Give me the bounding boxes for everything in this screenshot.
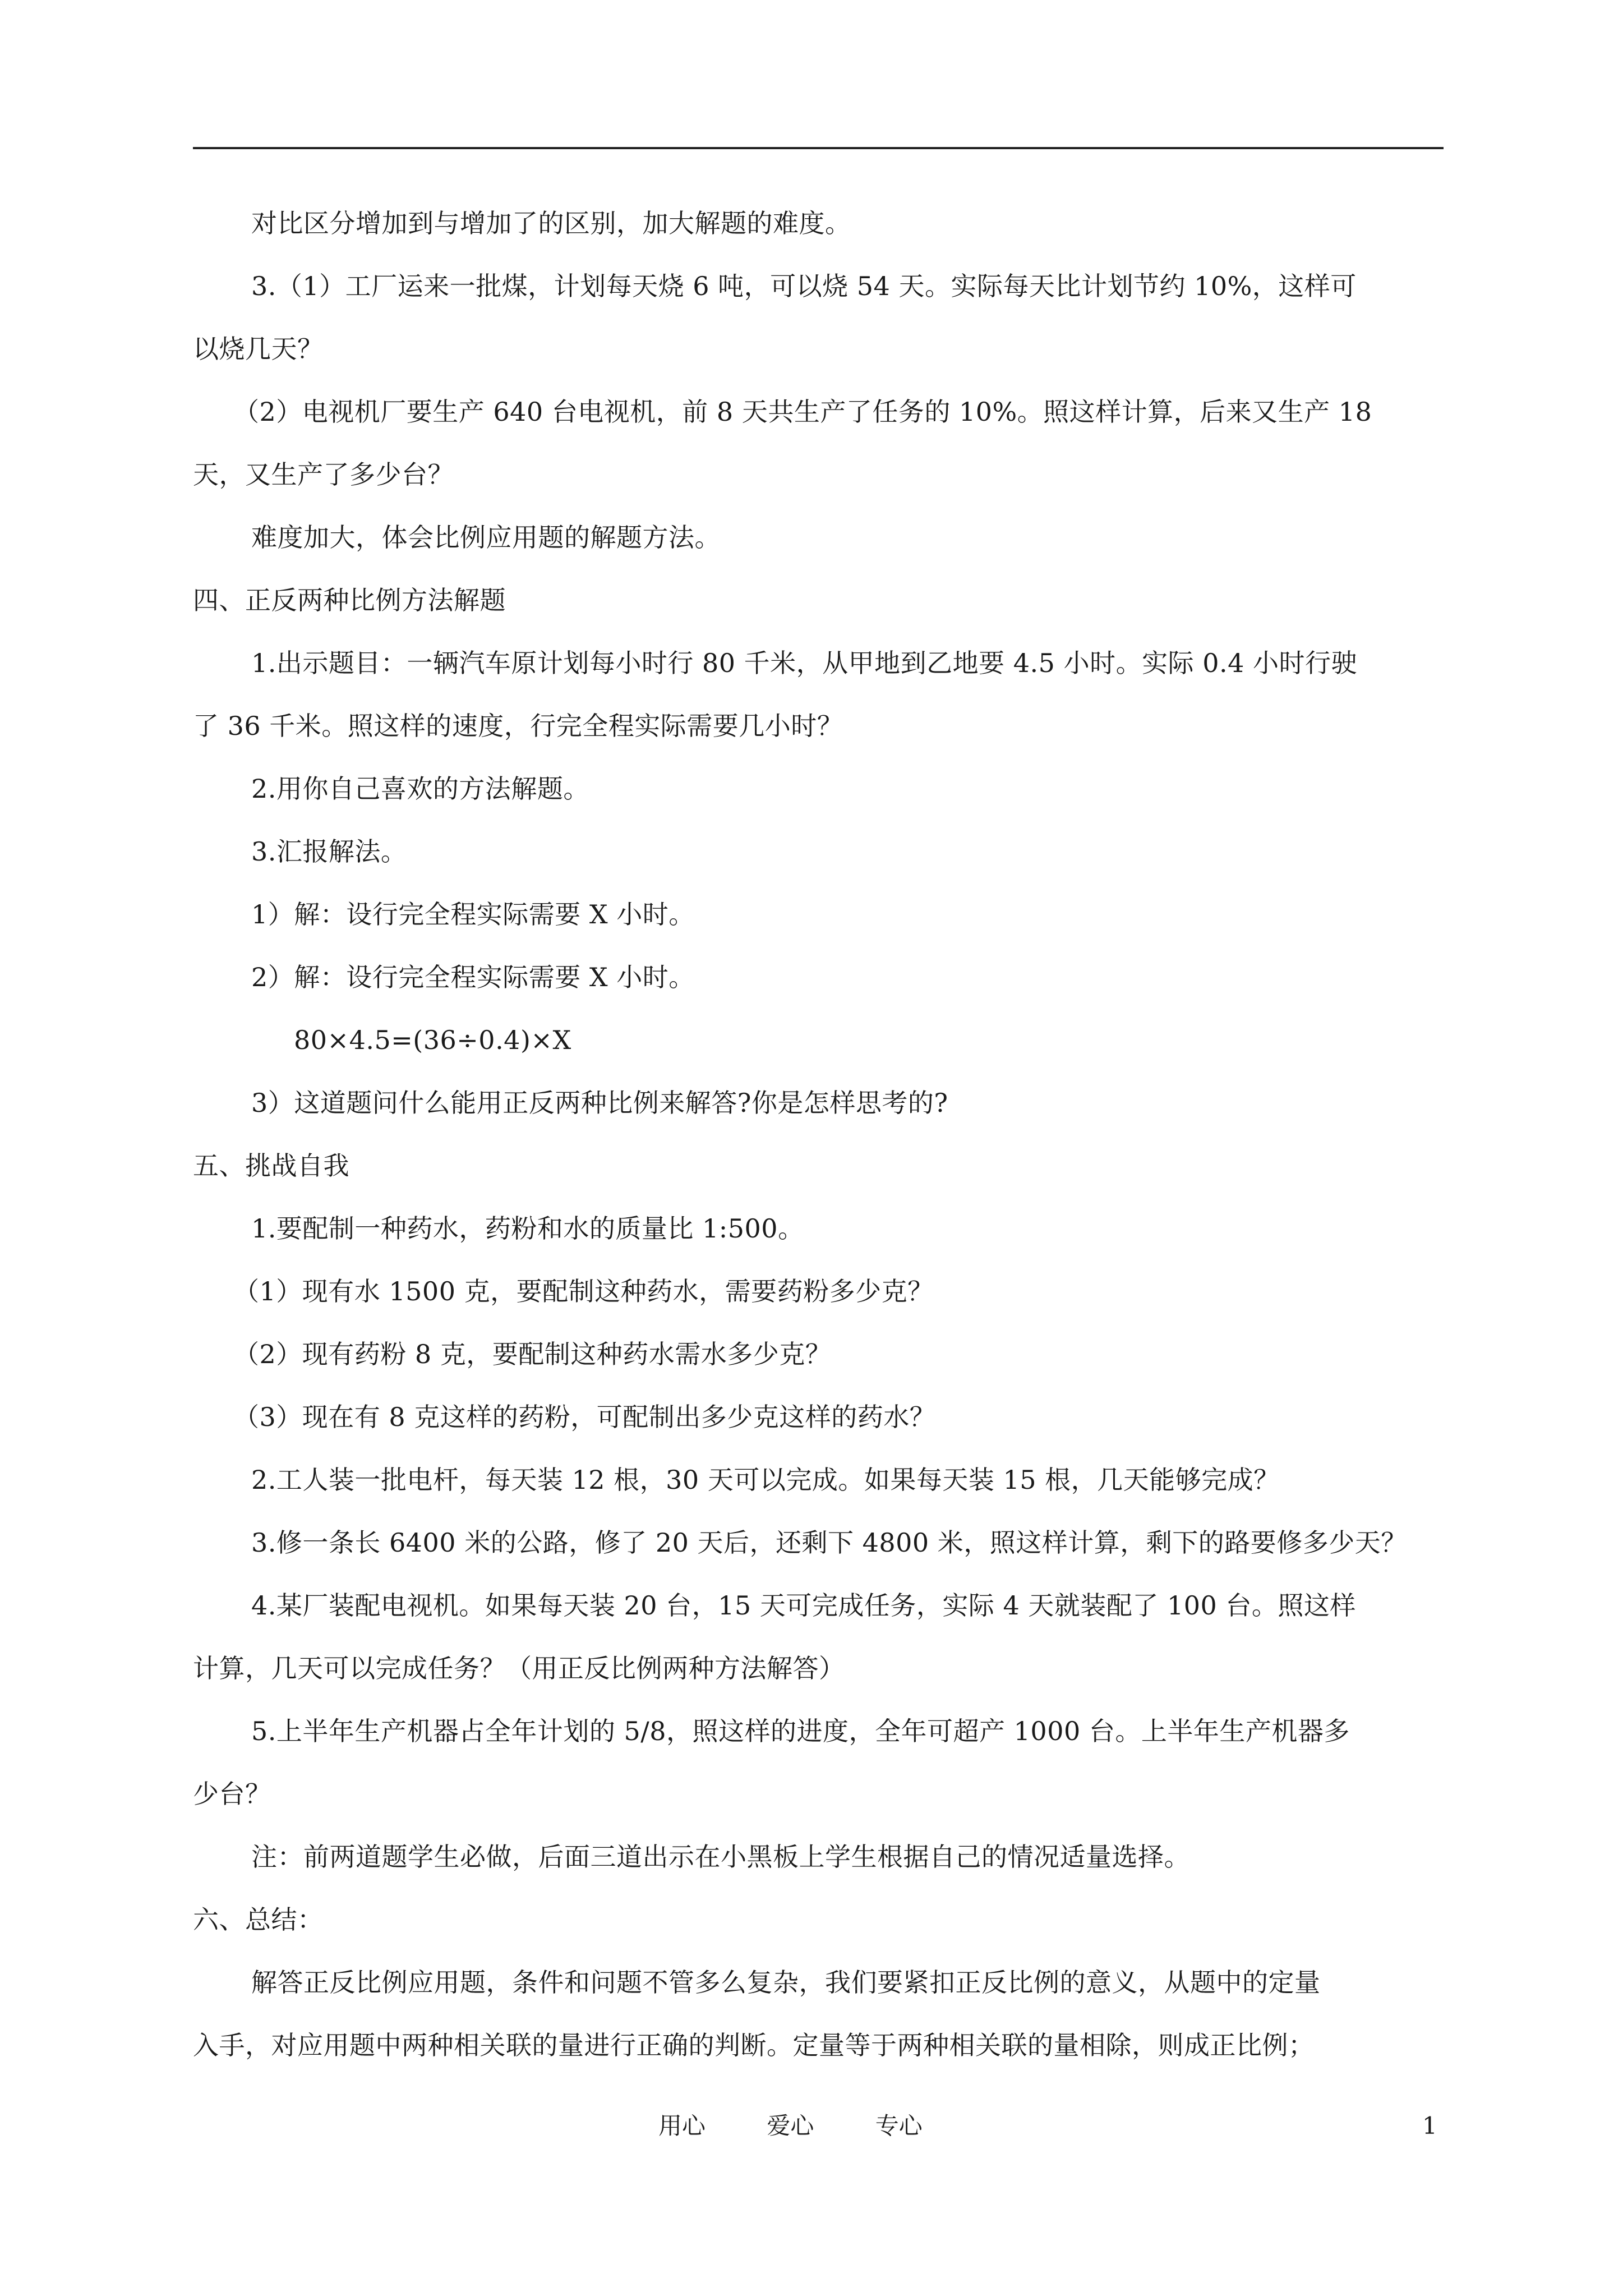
header-rule <box>193 147 1444 149</box>
summary-line-continued: 入手，对应用题中两种相关联的量进行正确的判断。定量等于两种相关联的量相除，则成正比例； <box>193 2030 1315 2060</box>
sub-question-line: （1）现有水 1500 克，要配制这种药水，需要药粉多少克？ <box>233 1276 934 1306</box>
problem-line-1: 1.出示题目：一辆汽车原计划每小时行 80 千米，从甲地到乙地要 4.5 小时。实际 0.4 小时行驶 <box>251 648 1357 678</box>
summary-line: 解答正反比例应用题，条件和问题不管多么复杂，我们要紧扣正反比例的意义，从题中的定量 <box>251 1967 1321 1998</box>
question-line: 3）这道题问什么能用正反两种比例来解答?你是怎样思考的? <box>251 1088 948 1118</box>
document-body <box>193 206 1444 2091</box>
equation-line: 80×4.5=(36÷0.4)×X <box>294 1025 571 1055</box>
footer-word: 爱心 <box>767 2112 814 2139</box>
paragraph-line: 难度加大，体会比例应用题的解题方法。 <box>251 522 721 553</box>
footer-word: 用心 <box>658 2112 706 2139</box>
solution-line: 1）解：设行完全程实际需要 X 小时。 <box>251 899 695 930</box>
exercise-line: 4.某厂装配电视机。如果每天装 20 台，15 天可完成任务，实际 4 天就装配了 100 台。照这样 <box>251 1590 1356 1621</box>
exercise-line-continued: 少台？ <box>193 1779 271 1809</box>
question-3-2-line-2: 天，又生产了多少台？ <box>193 459 454 490</box>
step-line: 3.汇报解法。 <box>251 836 407 867</box>
exercise-line: 1.要配制一种药水，药粉和水的质量比 1:500。 <box>251 1213 804 1244</box>
section-heading-6: 六、总结： <box>193 1904 324 1935</box>
question-3-1-line-2: 以烧几天？ <box>193 334 324 364</box>
footer-word: 专心 <box>875 2112 923 2139</box>
sub-question-line: （3）现在有 8 克这样的药粉，可配制出多少克这样的药水？ <box>233 1402 936 1432</box>
question-3-2-line-1: （2）电视机厂要生产 640 台电视机，前 8 天共生产了任务的 10%。照这样计算，后来又生产 18 <box>233 397 1372 427</box>
solution-line: 2）解：设行完全程实际需要 X 小时。 <box>251 962 695 992</box>
paragraph-line: 对比区分增加到与增加了的区别，加大解题的难度。 <box>251 208 851 238</box>
section-heading-5: 五、挑战自我 <box>193 1151 349 1181</box>
note-line: 注：前两道题学生必做，后面三道出示在小黑板上学生根据自己的情况适量选择。 <box>251 1842 1190 1872</box>
sub-question-line: （2）现有药粉 8 克，要配制这种药水需水多少克？ <box>233 1339 832 1369</box>
footer-motto <box>658 2110 976 2142</box>
question-3-1-line-1: 3.（1）工厂运来一批煤，计划每天烧 6 吨，可以烧 54 天。实际每天比计划节约 10%，这样可 <box>251 271 1357 301</box>
exercise-line: 3.修一条长 6400 米的公路，修了 20 天后，还剩下 4800 米，照这样计算，剩下的路要修多少天？ <box>251 1527 1407 1558</box>
page-number: 1 <box>1422 2112 1437 2139</box>
exercise-line-continued: 计算，几天可以完成任务？（用正反比例两种方法解答） <box>193 1653 845 1683</box>
exercise-line: 2.工人装一批电杆，每天装 12 根，30 天可以完成。如果每天装 15 根，几天能够完成？ <box>251 1465 1280 1495</box>
step-line: 2.用你自己喜欢的方法解题。 <box>251 774 589 804</box>
section-heading-4: 四、正反两种比例方法解题 <box>193 585 506 615</box>
problem-line-2: 了 36 千米。照这样的速度，行完全程实际需要几小时？ <box>193 711 843 741</box>
exercise-line: 5.上半年生产机器占全年计划的 5/8，照这样的进度，全年可超产 1000 台。上半年生产机器多 <box>251 1716 1350 1746</box>
